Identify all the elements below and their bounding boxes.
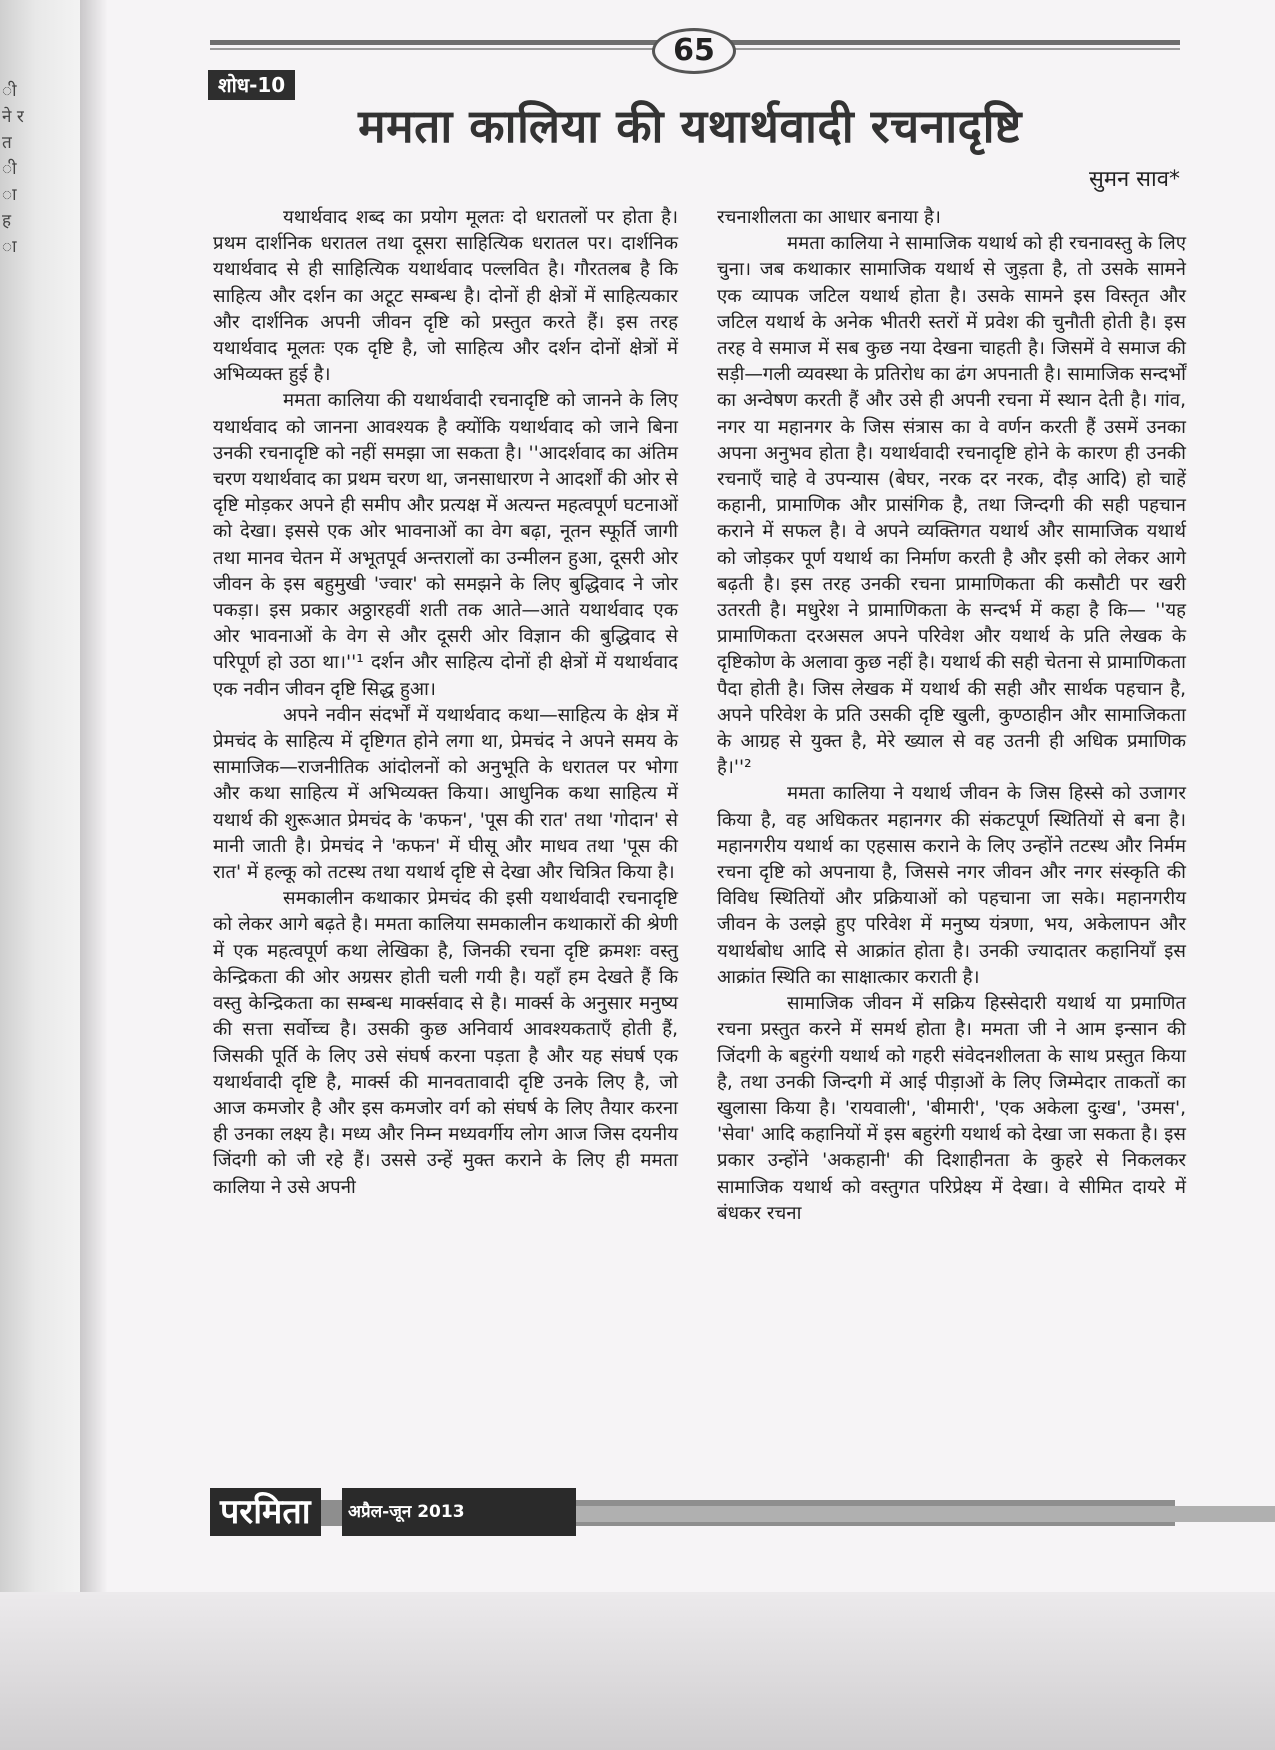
magazine-name: परमिता [210,1488,321,1536]
gutter-shadow [80,0,108,1750]
adjacent-page-text: ी ने र त ी ा ह ा [2,81,24,257]
paragraph: सामाजिक जीवन में सक्रिय हिस्सेदारी यथार्थ या प्रमाणित रचना प्रस्तुत करने में समर्थ होता है। ममता जी ने आम इन्सान की जिंदगी के बहुरंगी यथार्थ को गहरी संवेदनशीलता के साथ प्रस्तुत किया है, तथा उनकी जिन्दगी में आई पीड़ाओं के लिए जिम्मेदार ताकतों का खुलासा किया है। 'रायवाली', 'बीमारी', 'एक अकेला दुःख', 'उमस', 'सेवा' आदि कहानियों में इस बहुरंगी यथार्थ को देखा जा सकता है। इस प्रकार उन्होंने 'अकहानी' की दिशाहीनता के कुहरे से निकलकर सामाजिक यथार्थ को वस्तुगत परिप्रेक्ष्य में देखा। वे सीमित दायरे में बंधकर रचना [717,993,1186,1224]
author-name: सुमन साव* [1088,167,1180,192]
adjacent-page-edge [0,0,80,1750]
paragraph: ममता कालिया की यथार्थवादी रचनादृष्टि को जानने के लिए यथार्थवाद को जानना आवश्यक है क्योंकि यथार्थवाद को जाने बिना उनकी रचनादृष्टि को नहीं समझा जा सकता है। ''आदर्शवाद का अंतिम चरण यथार्थवाद का प्रथम चरण था, जनसाधारण ने आदर्शों की ओर से दृष्टि मोड़कर अपने ही समीप और प्रत्यक्ष में अत्यन्त महत्वपूर्ण घटनाओं को देखा। इससे एक ओर भावनाओं का वेग बढ़ा, नूतन स्फूर्ति जागी तथा मानव चेतन में अभूतपूर्व अन्तरालों का उन्मीलन हुआ, दूसरी ओर जीवन के इस बहुमुखी 'ज्वार' को समझने के लिए बुद्धिवाद ने जोर पकड़ा। इस प्रकार अठ्ठारहवीं शती तक आते—आते यथार्थवाद एक ओर भावनाओं के वेग से और दूसरी ओर विज्ञान की बुद्धिवाद से परिपूर्ण हो उठा था।''¹ दर्शन और साहित्य दोनों ही क्षेत्रों में यथार्थवाद एक नवीन जीवन दृष्टि सिद्ध हुआ। [213,390,678,700]
paragraph: ममता कालिया ने सामाजिक यथार्थ को ही रचनावस्तु के लिए चुना। जब कथाकार सामाजिक यथार्थ से जुड़ता है, तो उसके सामने एक व्यापक जटिल यथार्थ होता है। उसके सामने इस विस्तृत और जटिल यथार्थ के अनेक भीतरी स्तरों में प्रवेश की चुनौती होती है। इस तरह वे समाज में सब कुछ नया देखना चाहती है। जिसमें वे समाज की सड़ी—गली व्यवस्था के प्रतिरोध का ढंग अपनाती है। सामाजिक सन्दर्भों का अन्वेषण करती हैं और उसे ही अपनी रचना में स्थान देती है। गांव, नगर या महानगर के जिस संत्रास का वे वर्णन करती हैं उसमें उनका अपना अनुभव होता है। यथार्थवादी रचनादृष्टि होने के कारण ही उनकी रचनाएँ चाहे वे उपन्यास (बेघर, नरक दर नरक, दौड़ आदि) हो चाहें कहानी, प्रामाणिक और प्रासंगिक है, तथा जिन्दगी की सही पहचान कराने में सफल है। वे अपने व्यक्तिगत यथार्थ और सामाजिक यथार्थ को जोड़कर पूर्ण यथार्थ का निर्माण करती है और इसी को लेकर आगे बढ़ती है। इस तरह उनकी रचना प्रामाणिकता की कसौटी पर खरी उतरती है। मधुरेश ने प्रामाणिकता के सन्दर्भ में कहा है कि— ''यह प्रामाणिकता दरअसल अपने परिवेश और यथार्थ के प्रति लेखक के दृष्टिकोण के अलावा कुछ नहीं है। यथार्थ की सही चेतना से प्रामाणिकता पैदा होती है। जिस लेखक में यथार्थ की सही और सार्थक पहचान है, अपने परिवेश के प्रति उसकी दृष्टि खुली, कुण्ठाहीन और सामाजिकता के आग्रह से युक्त है, मेरे ख्याल से वह उतनी ही अधिक प्रमाणिक है।''² [717,233,1186,779]
scan-bottom-margin [0,1592,1275,1750]
article-title: ममता कालिया की यथार्थवादी रचनादृष्टि [358,99,1022,153]
issue-date: अप्रैल-जून 2013 [342,1488,576,1536]
paragraph: रचनाशीलता का आधार बनाया है। [717,207,941,228]
paragraph: अपने नवीन संदर्भों में यथार्थवाद कथा—साहित्य के क्षेत्र में प्रेमचंद के साहित्य में दृष्टिगत होने लगा था, प्रेमचंद ने अपने समय के सामाजिक—राजनीतिक आंदोलनों को अनुभूति के धरातल पर भोगा और कथा साहित्य में अभिव्यक्त किया। आधुनिक कथा साहित्य में यथार्थ की शुरूआत प्रेमचंद के 'कफन', 'पूस की रात' तथा 'गोदान' से मानी जाती है। प्रेमचंद ने 'कफन' में घीसू और माधव तथा 'पूस की रात' में हल्कू को तटस्थ तथा यथार्थ दृष्टि से देखा और चित्रित किया है। [213,704,678,884]
section-tag: शोध-10 [208,70,295,100]
left-column [213,205,678,1201]
page-number: 65 [652,28,736,74]
paragraph: समकालीन कथाकार प्रेमचंद की इसी यथार्थवादी रचनादृष्टि को लेकर आगे बढ़ते है। ममता कालिया समकालीन कथाकारों की श्रेणी में एक महत्वपूर्ण कथा लेखिका है, जिनकी रचना दृष्टि क्रमशः वस्तु केन्द्रिकता की ओर अग्रसर होती चली गयी है। यहाँ हम देखते हैं कि वस्तु केन्द्रिकता का सम्बन्ध मार्क्सवाद से है। मार्क्स के अनुसार मनुष्य की सत्ता सर्वोच्च है। उसकी कुछ अनिवार्य आवश्यकताएँ होती हैं, जिसकी पूर्ति के लिए उसे संघर्ष करना पड़ता है और यह संघर्ष एक यथार्थवादी दृष्टि है, मार्क्स की मानवतावादी दृष्टि उनके लिए है, जो आज कमजोर है और इस कमजोर वर्ग को संघर्ष के लिए तैयार करना ही उनका लक्ष्य है। मध्य और निम्न मध्यवर्गीय लोग आज जिस दयनीय जिंदगी को जी रहे हैं। उससे उन्हें मुक्त कराने के लिए ही ममता कालिया ने उसे अपनी [213,888,678,1198]
right-column [717,205,1186,1227]
paragraph: यथार्थवाद शब्द का प्रयोग मूलतः दो धरातलों पर होता है। प्रथम दार्शनिक धरातल तथा दूसरा साहित्यिक धरातल पर। दार्शनिक यथार्थवाद से ही साहित्यिक यथार्थवाद पल्लवित है। गौरतलब है कि साहित्य और दर्शन का अटूट सम्बन्ध है। दोनों ही क्षेत्रों में साहित्यकार और दार्शनिक अपनी जीवन दृष्टि को प्रस्तुत करते हैं। इस तरह यथार्थवाद मूलतः एक दृष्टि है, जो साहित्य और दर्शन दोनों क्षेत्रों में अभिव्यक्त हुई है। [213,207,678,386]
paragraph: ममता कालिया ने यथार्थ जीवन के जिस हिस्से को उजागर किया है, वह अधिकतर महानगर की संकटपूर्ण स्थितियों से बना है। महानगरीय यथार्थ का एहसास कराने के लिए उन्होंने तटस्थ और निर्मम रचना दृष्टि को अपनाया है, जिससे नगर जीवन और नगर संस्कृति की विविध स्थितियों और प्रक्रियाओं को पहचाना जा सके। महानगरीय जीवन के उलझे हुए परिवेश में मनुष्य यंत्रणा, भय, अकेलापन और यथार्थबोध आदि से आक्रांत होता है। उनकी ज्यादातर कहानियाँ इस आक्रांत स्थिति का साक्षात्कार कराती है। [717,783,1186,988]
footer-bar-light [560,1506,1275,1522]
